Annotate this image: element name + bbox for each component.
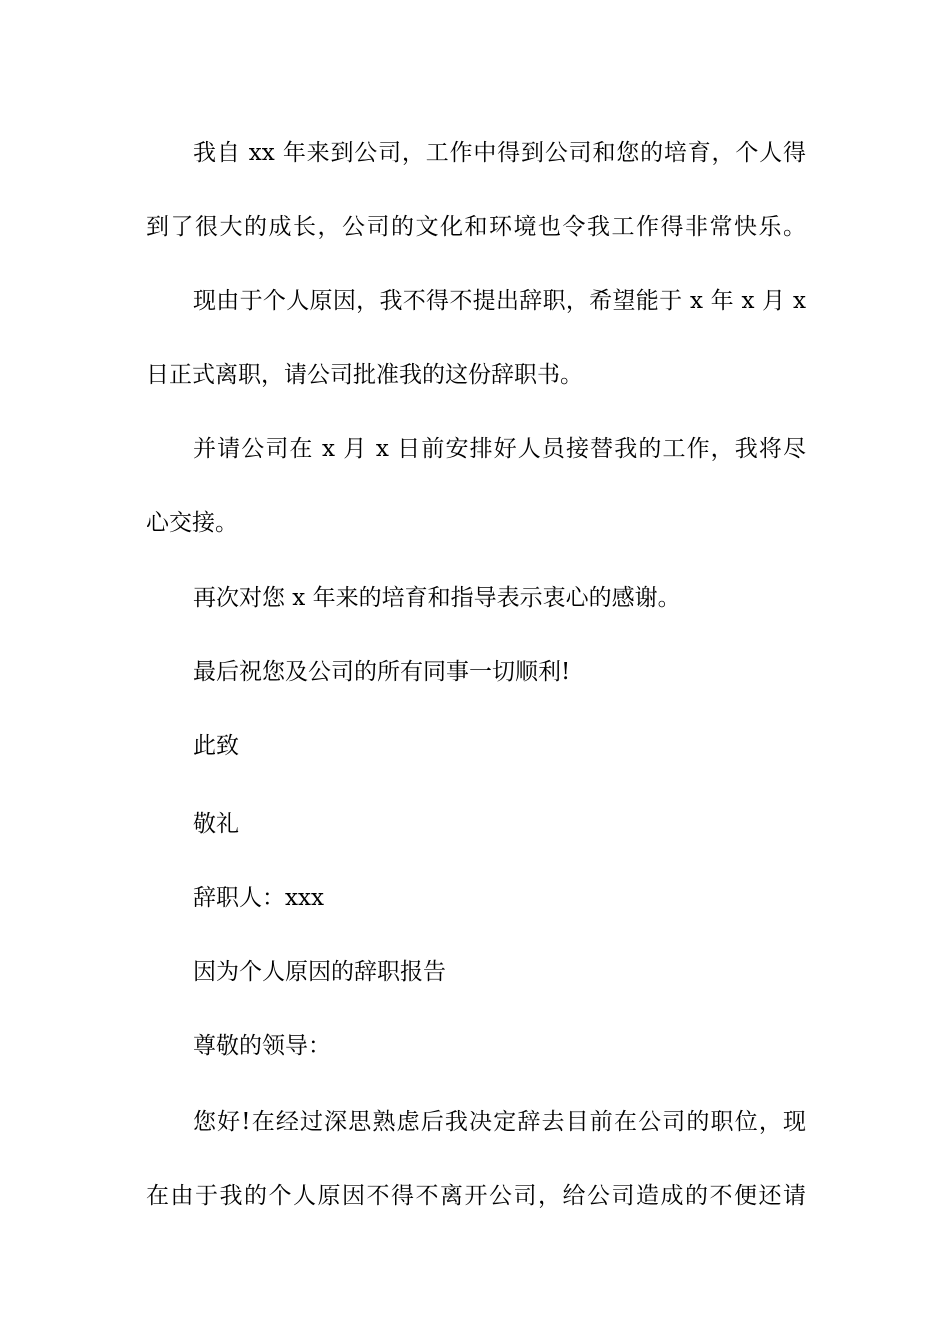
greeting: 尊敬的领导： [193,1033,331,1059]
closing-salutation: 此致 [193,733,239,759]
closing-regards: 敬礼 [193,811,239,837]
paragraph-3-line-1: 并请公司在 x 月 x 日前安排好人员接替我的工作，我将尽 [193,436,806,462]
paragraph-2-line-2: 日正式离职，请公司批准我的这份辞职书。 [146,362,583,388]
signature-line: 辞职人：xxx [193,885,324,911]
section-title: 因为个人原因的辞职报告 [193,959,446,985]
paragraph-6-line-2: 在由于我的个人原因不得不离开公司，给公司造成的不便还请 [146,1183,806,1209]
paragraph-3-line-2: 心交接。 [146,510,238,536]
paragraph-6-line-1: 您好!在经过深思熟虑后我决定辞去目前在公司的职位，现 [193,1109,806,1135]
paragraph-5: 最后祝您及公司的所有同事一切顺利! [193,659,571,685]
paragraph-1-line-2: 到了很大的成长，公司的文化和环境也令我工作得非常快乐。 [146,214,806,240]
paragraph-1-line-1: 我自 xx 年来到公司，工作中得到公司和您的培育，个人得 [193,140,806,166]
paragraph-4: 再次对您 x 年来的培育和指导表示衷心的感谢。 [193,585,681,611]
paragraph-2-line-1: 现由于个人原因，我不得不提出辞职，希望能于 x 年 x 月 x [193,288,806,314]
